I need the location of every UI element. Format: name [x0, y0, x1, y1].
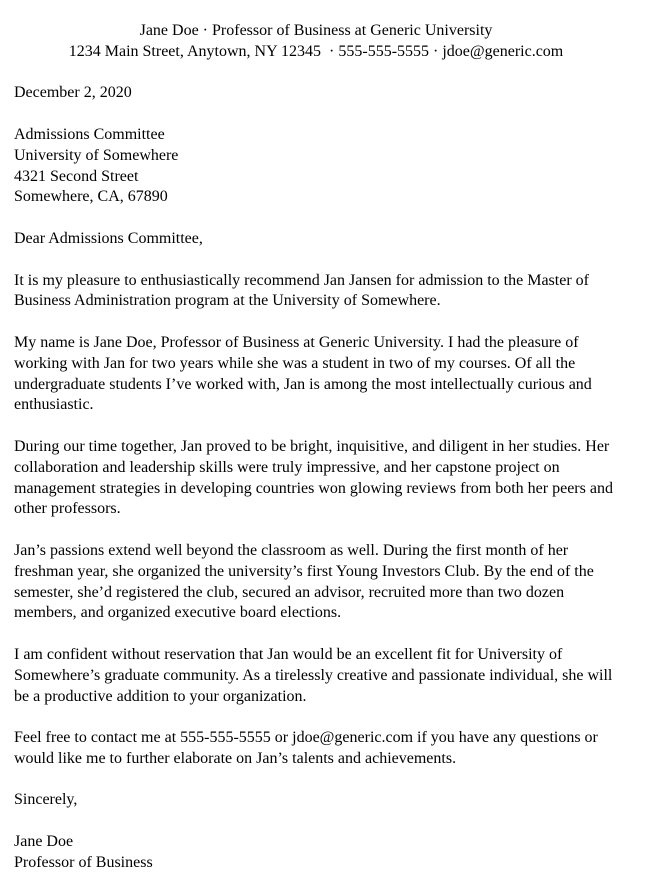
body-paragraph-6: Feel free to contact me at 555-555-5555 or jdoe@generic.com if you have any questions or would like me to further elaborate on Jan’s talents and achievements. — [14, 729, 598, 767]
recipient-line: University of Somewhere — [14, 146, 179, 164]
signature-title: Professor of Business — [14, 853, 153, 871]
header-name-line: Jane Doe · Professor of Business at Generic University — [139, 22, 493, 39]
closing: Sincerely, — [14, 791, 78, 809]
body-paragraph-5: I am confident without reservation that Jan would be an excellent fit for University of Somewhere’s graduate community. As a tirelessly creative and passionate individual, she will be a productive addition to your organization. — [14, 645, 613, 705]
header-contact-line: 1234 Main Street, Anytown, NY 12345 · 555-555-5555 · jdoe@generic.com — [68, 42, 564, 60]
body-paragraph-1: It is my pleasure to enthusiastically recommend Jan Jansen for admission to the Master of Business Administration program at the University of Somewhere. — [14, 271, 589, 310]
signature-block — [14, 832, 618, 874]
body-paragraph-4: Jan’s passions extend well beyond the classroom as well. During the first month of her freshman year, she organized the university’s first Young Investors Club. By the end of the semester, she’d registered the club, secured an advisor, recruited more than two dozen members, and organized executive board elections. — [14, 541, 594, 622]
recipient-line: 4321 Second Street — [14, 167, 139, 185]
letter-header — [14, 21, 618, 63]
date-line: December 2, 2020 — [14, 84, 132, 102]
body-paragraph-2: My name is Jane Doe, Professor of Business at Generic University. I had the pleasure of working with Jan for two years while she was a student in two of my courses. Of all the undergraduate students I’ve worked with, Jan is among the most intellectually curious and enthusiastic. — [14, 333, 592, 414]
salutation: Dear Admissions Committee, — [14, 229, 203, 247]
recipient-address — [14, 125, 618, 208]
recipient-line: Admissions Committee — [14, 125, 165, 143]
body-paragraph-3: During our time together, Jan proved to be bright, inquisitive, and diligent in her studies. Her collaboration and leadership skills were truly impressive, and her capstone project on management strategies in developing countries won glowing reviews from both her peers and other professors. — [14, 437, 613, 518]
recipient-line: Somewhere, CA, 67890 — [14, 188, 168, 206]
signature-name: Jane Doe — [14, 833, 74, 851]
